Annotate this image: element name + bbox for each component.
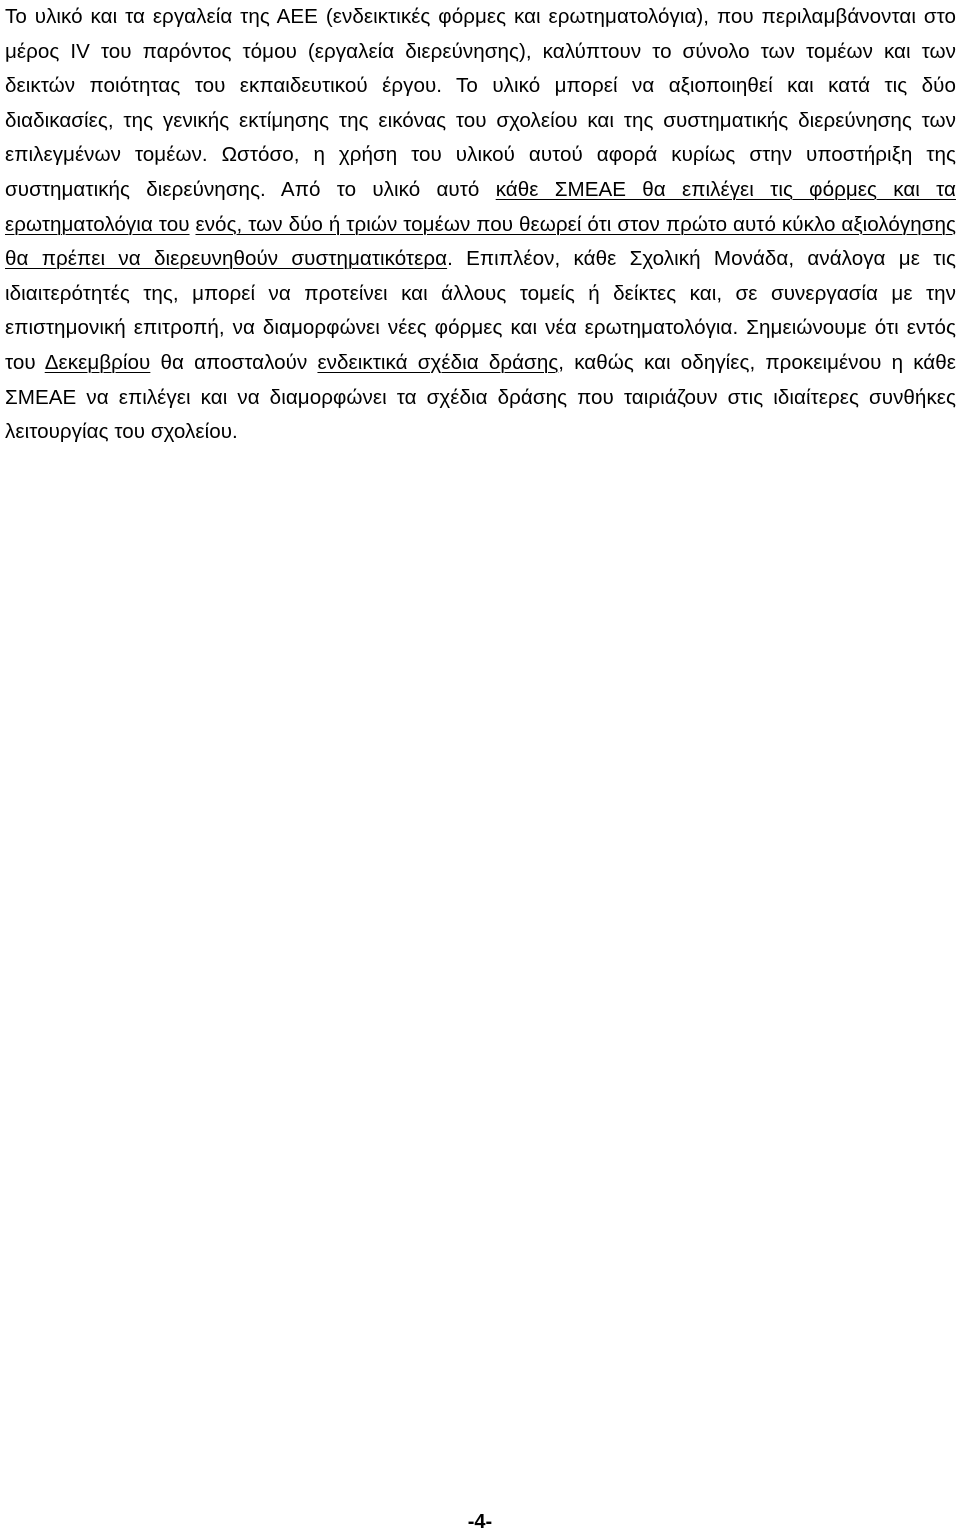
paragraph-text-segment: Το υλικό και τα εργαλεία της ΑΕΕ (ενδεικτικές φόρμες και ερωτηματολόγια), που περιλαμβάνονται στο μέρος IV του παρόντος τόμου (εργαλεία διερεύνησης), καλύπτουν το σύνολο των τομέων και των δεικτών ποιότητας του εκπαιδευτικού έργου. Το υλικό μπορεί να αξιοποιηθεί και κατά τις δύο διαδικασίες, της γενικής εκτίμησης της εικόνας του σχολείου και της συστηματικής διερεύνησης των επιλεγμένων τομέων. Ωστόσο, η χρήση του υλικού αυτού αφορά κυρίως στην υποστήριξη της συστηματικής διερεύνησης. Από το υλικό αυτό: [5, 5, 956, 201]
paragraph-text-segment: θα αποσταλούν: [150, 350, 318, 374]
underlined-text-segment: ενδεικτικά σχέδια δράσης: [317, 350, 559, 374]
page-number: -4-: [467, 1511, 493, 1533]
paragraph-text-segment: , καθώς και οδηγίες, προκειμένου η κάθε ΣΜΕΑΕ να επιλέγει και να διαμορφώνει τα σχέδια δράσης που ταιριάζουν στις ιδιαίτερες συνθήκες λειτουργίας του σχολείου.: [5, 350, 956, 444]
underlined-text-segment: κάθε ΣΜΕΑΕ θα επιλέγει τις φόρμες και τα ερωτηματολόγια του: [5, 177, 956, 236]
paragraph-text-segment: . Επιπλέον, κάθε Σχολική Μονάδα, ανάλογα με τις ιδιαιτερότητές της, μπορεί να προτείνει και άλλους τομείς ή δείκτες και, σε συνεργασία με την επιστημονική επιτροπή, να διαμορφώνει νέες φόρμες και νέα ερωτηματολόγια. Σημειώνουμε ότι εντός του: [5, 247, 956, 374]
body-paragraph: [5, 0, 956, 450]
underlined-text-segment: ενός, των δύο ή τριών τομέων που θεωρεί ότι στον πρώτο αυτό κύκλο αξιολόγησης θα πρέπει να διερευνηθούν συστηματικότερα: [5, 212, 957, 271]
underlined-text-segment: Δεκεμβρίου: [44, 350, 151, 374]
